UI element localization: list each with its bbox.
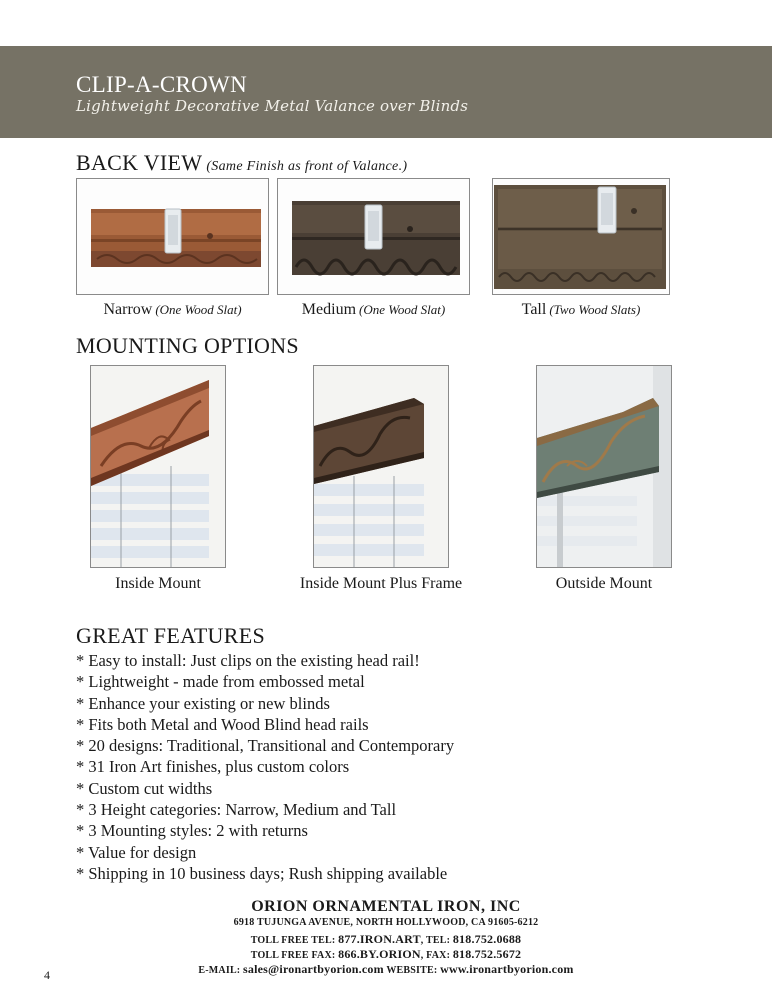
footer-address: 6918 TUJUNGA AVENUE, NORTH HOLLYWOOD, CA 91605-6212 — [233, 917, 539, 928]
footer-phones: TOLL FREE TEL: 877.IRON.ART, TEL: 818.752.0688 — [250, 932, 522, 946]
photo-narrow-back — [76, 178, 269, 295]
mounting-heading: MOUNTING OPTIONS — [76, 333, 299, 358]
feature-item: * Easy to install: Just clips on the existing head rail! — [76, 651, 420, 670]
footer-fax: TOLL FREE FAX: 866.BY.ORION, FAX: 818.752.5672 — [250, 947, 522, 961]
photo-outside-mount — [536, 365, 672, 568]
feature-item: * Fits both Metal and Wood Blind head rails — [76, 714, 369, 734]
back-view-heading — [76, 150, 407, 176]
tel: 818.752.0688 — [452, 932, 522, 946]
feature-item: * 3 Height categories: Narrow, Medium and Tall — [76, 800, 397, 820]
page-title: CLIP-A-CROWN — [76, 72, 247, 97]
footer-company: ORION ORNAMENTAL IRON, INC — [251, 898, 521, 915]
caption-medium: Medium (One Wood Slat) — [301, 301, 446, 318]
feature-item: * Enhance your existing or new blinds — [76, 693, 330, 713]
feature-item: * Shipping in 10 business days; Rush shipping available — [76, 863, 448, 883]
features-heading: GREAT FEATURES — [76, 623, 265, 648]
photo-medium-back — [277, 178, 470, 295]
caption-outside-mount: Outside Mount — [555, 575, 653, 592]
feature-item: * 20 designs: Traditional, Transitional and Contemporary — [76, 736, 455, 756]
page-subtitle: Lightweight Decorative Metal Valance over Blinds — [76, 97, 469, 115]
feature-item: * Lightweight - made from embossed metal — [76, 672, 365, 692]
feature-item: * 31 Iron Art finishes, plus custom colors — [76, 757, 350, 777]
email-link[interactable]: sales@ironartbyorion.com — [243, 962, 384, 976]
fax: 818.752.5672 — [452, 947, 522, 961]
photo-tall-back — [492, 178, 670, 295]
toll-free-fax: 866.BY.ORION — [338, 947, 421, 961]
photo-inside-mount-frame — [313, 365, 449, 568]
caption-inside-mount: Inside Mount — [115, 575, 201, 592]
features-list — [76, 650, 454, 884]
page-number: 4 — [44, 968, 50, 982]
feature-item: * Value for design — [76, 842, 197, 862]
feature-item: * Custom cut widths — [76, 778, 213, 798]
back-view-title: BACK VIEW — [76, 150, 203, 175]
website-link[interactable]: www.ironartbyorion.com — [440, 962, 574, 976]
toll-free-tel: 877.IRON.ART — [338, 932, 421, 946]
photo-inside-mount — [90, 365, 226, 568]
caption-narrow: Narrow (One Wood Slat) — [103, 301, 242, 318]
caption-tall: Tall (Two Wood Slats) — [521, 301, 641, 318]
caption-inside-mount-frame: Inside Mount Plus Frame — [299, 575, 463, 592]
footer-contact: E-MAIL: sales@ironartbyorion.com WEBSITE: www.ironartbyorion.com — [198, 962, 574, 976]
back-view-note: (Same Finish as front of Valance.) — [206, 159, 408, 174]
feature-item: * 3 Mounting styles: 2 with returns — [76, 821, 308, 841]
